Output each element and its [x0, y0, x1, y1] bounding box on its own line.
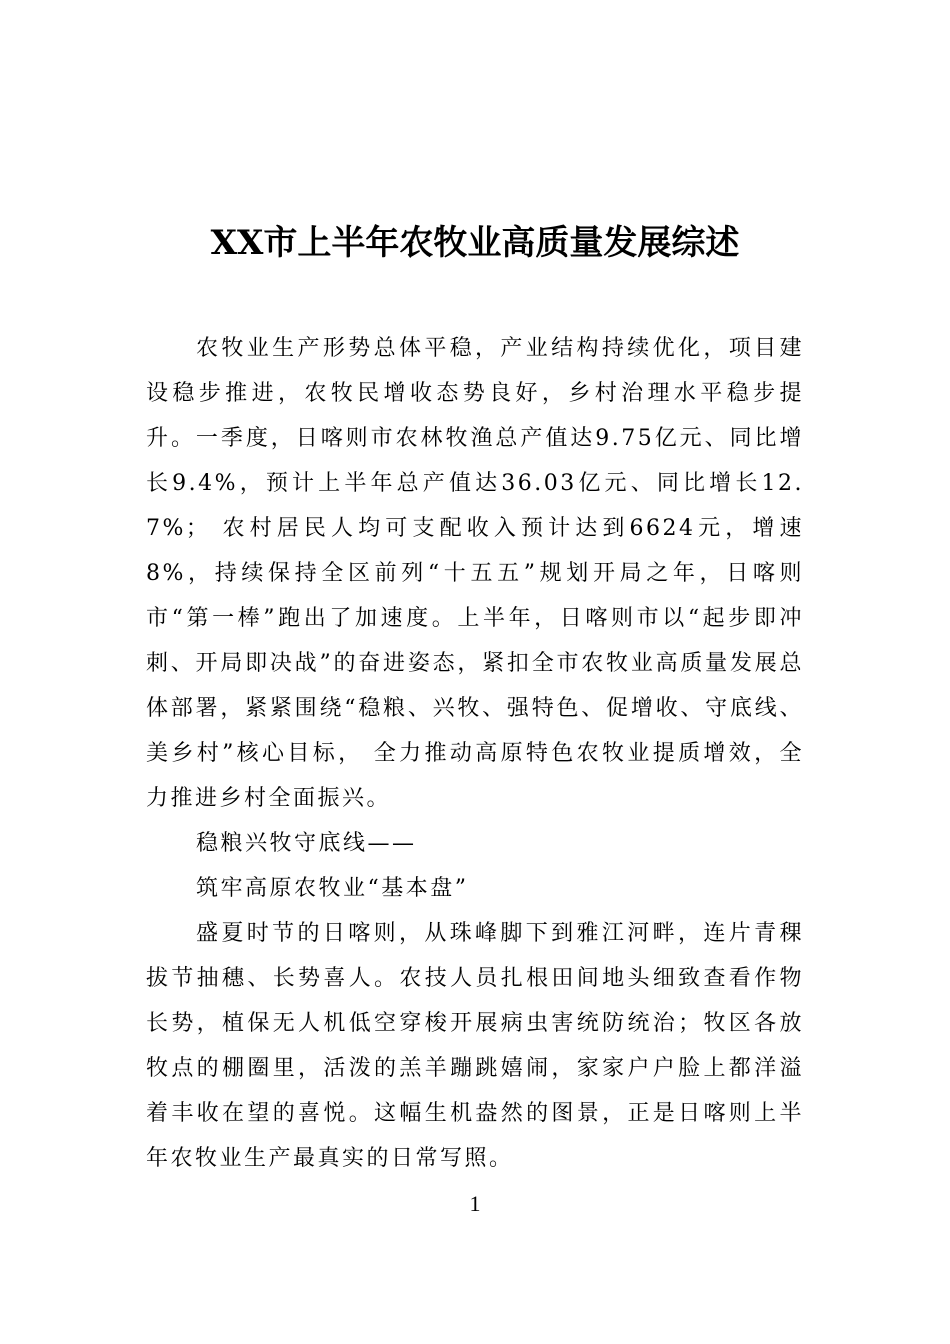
document-title: XX市上半年农牧业高质量发展综述: [210, 222, 740, 263]
document-body: [146, 326, 804, 1181]
paragraph-intro: 农牧业生产形势总体平稳，产业结构持续优化，项目建设稳步推进，农牧民增收态势良好，乡村治理水平稳步提升。一季度，日喀则市农林牧渔总产值达9.75亿元、同比增长9.4%，预计上半年总产值达36.03亿元、同比增长12.7%； 农村居民人均可支配收入预计达到6624元，增速8%，持续保持全区前列“十五五”规划开局之年，日喀则市“第一棒”跑出了加速度。上半年，日喀则市以“起步即冲刺、开局即决战”的奋进姿态，紧扣全市农牧业高质量发展总体部署，紧紧围绕“稳粮、兴牧、强特色、促增收、守底线、美乡村”核心目标， 全力推动高原特色农牧业提质增效，全力推进乡村全面振兴。: [146, 336, 804, 811]
section-heading-line-2: 筑牢高原农牧业“基本盘”: [196, 876, 469, 901]
section-heading-line-1: 稳粮兴牧守底线——: [196, 831, 417, 856]
paragraph-section-body: 盛夏时节的日喀则，从珠峰脚下到雅江河畔，连片青稞拔节抽穗、长势喜人。农技人员扎根田间地头细致查看作物长势，植保无人机低空穿梭开展病虫害统防统治；牧区各放牧点的棚圈里，活泼的羔羊蹦跳嬉闹，家家户户脸上都洋溢着丰收在望的喜悦。这幅生机盎然的图景，正是日喀则上半年农牧业生产最真实的日常写照。: [146, 921, 804, 1171]
page-number: 1: [469, 1191, 481, 1216]
